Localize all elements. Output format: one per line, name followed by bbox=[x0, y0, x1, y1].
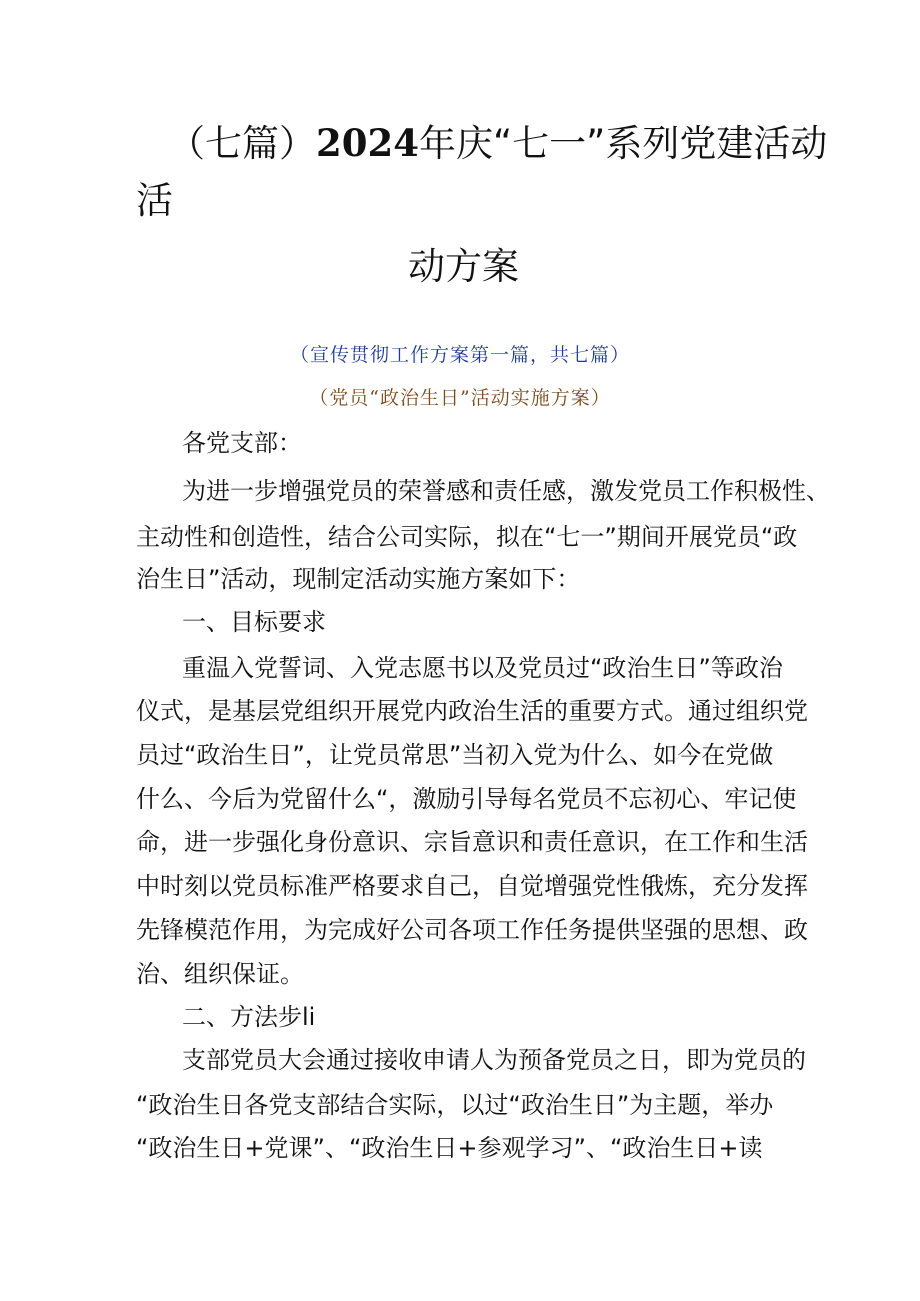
body-paragraph-line: 先锋模范作用，为完成好公司各项工作任务提供坚强的思想、政 bbox=[136, 916, 808, 944]
body-paragraph-line: 主动性和创造性，结合公司实际，拟在“七一”期间开展党员“政 bbox=[136, 523, 798, 551]
document-title-line-3: 动方案 bbox=[408, 245, 519, 288]
body-paragraph-line: 命，进一步强化身份意识、宗旨意识和责任意识，在工作和生活 bbox=[136, 828, 808, 856]
body-paragraph-line: 仪式，是基层党组织开展党内政治生活的重要方式。通过组织党 bbox=[136, 697, 808, 725]
body-paragraph-line: 治、组织保证。 bbox=[136, 960, 304, 988]
body-paragraph-line: 为进一步增强党员的荣誉感和责任感，激发党员工作积极性、 bbox=[182, 477, 830, 505]
body-paragraph-line: “政治生日+党课”、“政治生日+参观学习”、“政治生日+读 bbox=[136, 1134, 763, 1162]
title-prefix: （七篇） bbox=[168, 122, 316, 165]
document-subtitle-1: （宣传贯彻工作方案第一篇，共七篇） bbox=[289, 344, 630, 366]
section-heading: 一、目标要求 bbox=[182, 608, 326, 636]
body-paragraph-line: 支部党员大会通过接收申请人为预备党员之日，即为党员的 bbox=[182, 1046, 806, 1074]
title-year: 2024 bbox=[316, 121, 419, 165]
body-paragraph-line: 员过“政治生日”，让党员常思”当初入党为什么、如今在党做 bbox=[136, 741, 774, 769]
body-paragraph-line: 中时刻以党员标准严格要求自己，自觉增强党性俄炼，充分发挥 bbox=[136, 872, 808, 900]
body-paragraph-line: 重温入党誓词、入党志愿书以及党员过“政治生日”等政治 bbox=[182, 654, 783, 682]
title-rest: 年庆“七一”系列党建活动 bbox=[418, 122, 828, 165]
section-heading: 二、方法步li bbox=[182, 1003, 316, 1031]
document-subtitle-2: （党员“政治生日”活动实施方案） bbox=[309, 387, 611, 409]
body-paragraph-line: 什么、今后为党留什么“，激励引导每名党员不忘初心、牢记使 bbox=[136, 785, 797, 813]
document-title-line-1 bbox=[168, 120, 827, 167]
body-paragraph-line: 治生日”活动，现制定活动实施方案如下： bbox=[136, 565, 581, 593]
document-title-line-2: 活 bbox=[136, 179, 173, 222]
body-paragraph-line: “政治生日各党支部结合实际，以过“政治生日”为主题，举办 bbox=[136, 1091, 774, 1119]
salutation: 各党支部： bbox=[182, 429, 302, 457]
